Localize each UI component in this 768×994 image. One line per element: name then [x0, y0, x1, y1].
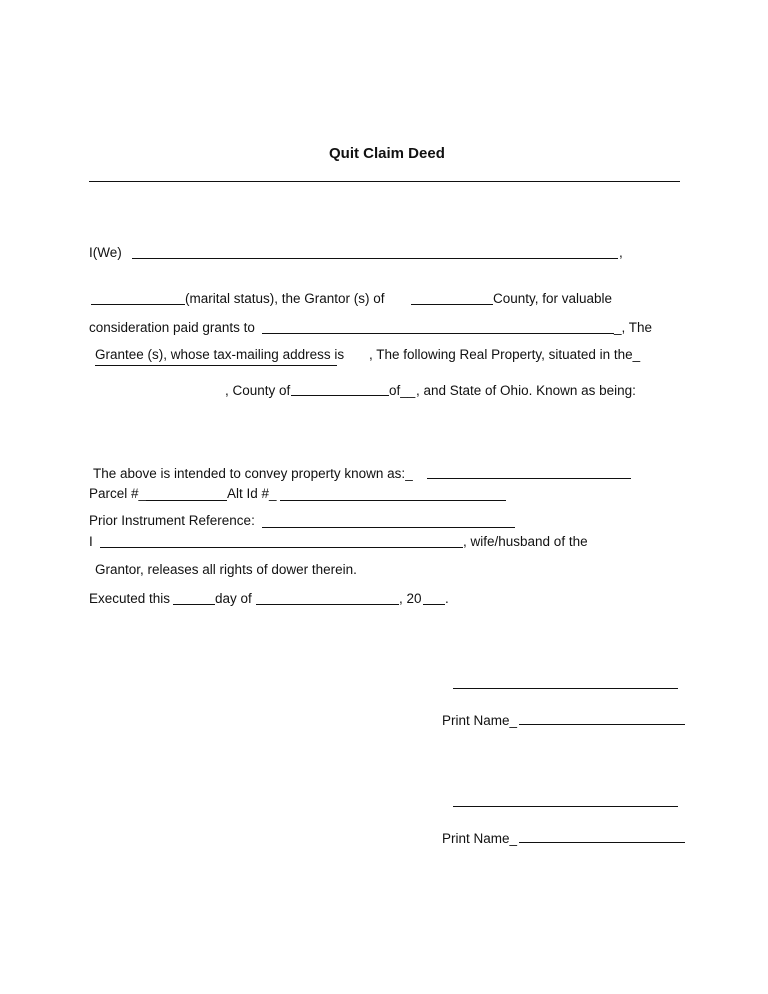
intended-label: The above is intended to convey property known as:_ — [93, 466, 413, 481]
consideration-label: consideration paid grants to — [89, 320, 255, 335]
year-prefix-label: , 20 — [399, 591, 422, 606]
print-name-label-1: Print Name_ — [442, 713, 518, 728]
wife-husband-label: , wife/husband of the — [463, 534, 588, 549]
spouse-prefix-label: I — [89, 534, 93, 549]
county-of-label: , County of — [225, 383, 291, 398]
state-known-label: , and State of Ohio. Known as being: — [416, 383, 636, 398]
page-title: Quit Claim Deed — [329, 145, 445, 162]
grantor-prefix-label: I(We) — [89, 245, 122, 260]
grantor-county-blank — [411, 304, 493, 305]
county-valuable-label: County, for valuable — [493, 291, 613, 306]
signature-line-1 — [453, 688, 678, 689]
prior-reference-label: Prior Instrument Reference: — [89, 513, 255, 528]
releases-dower-label: Grantor, releases all rights of dower therein. — [95, 562, 357, 577]
print-name-blank-1 — [519, 724, 685, 725]
grantee-label: Grantee (s), whose tax-mailing address is — [95, 347, 345, 362]
the-suffix-label: _, The — [614, 320, 653, 335]
grantor-name-blank — [132, 258, 618, 259]
signature-line-2 — [453, 806, 678, 807]
grantee-underline — [95, 365, 337, 366]
spouse-name-blank — [100, 547, 463, 548]
executed-year-blank — [423, 604, 445, 605]
marital-status-blank — [91, 304, 185, 305]
of-label: of__ — [389, 383, 416, 398]
title-divider — [89, 181, 680, 182]
print-name-label-2: Print Name_ — [442, 831, 518, 846]
executed-month-blank — [256, 604, 399, 605]
alt-id-label: Alt Id #_ — [227, 486, 277, 501]
marital-status-label: (marital status), the Grantor (s) of — [185, 291, 385, 306]
property-known-blank — [427, 478, 631, 479]
executed-day-blank — [173, 604, 215, 605]
print-name-blank-2 — [519, 842, 685, 843]
alt-id-blank — [280, 500, 506, 501]
prior-reference-blank — [262, 527, 515, 528]
following-property-label: , The following Real Property, situated in the_ — [369, 347, 641, 362]
parcel-number-blank — [146, 500, 227, 501]
executed-this-label: Executed this — [89, 591, 171, 606]
parcel-label: Parcel #_ — [89, 486, 147, 501]
property-county-blank — [291, 395, 389, 396]
grantee-name-blank — [262, 333, 614, 334]
day-of-label: day of — [215, 591, 252, 606]
executed-period: . — [445, 591, 449, 606]
grantor-comma: , — [619, 245, 623, 260]
